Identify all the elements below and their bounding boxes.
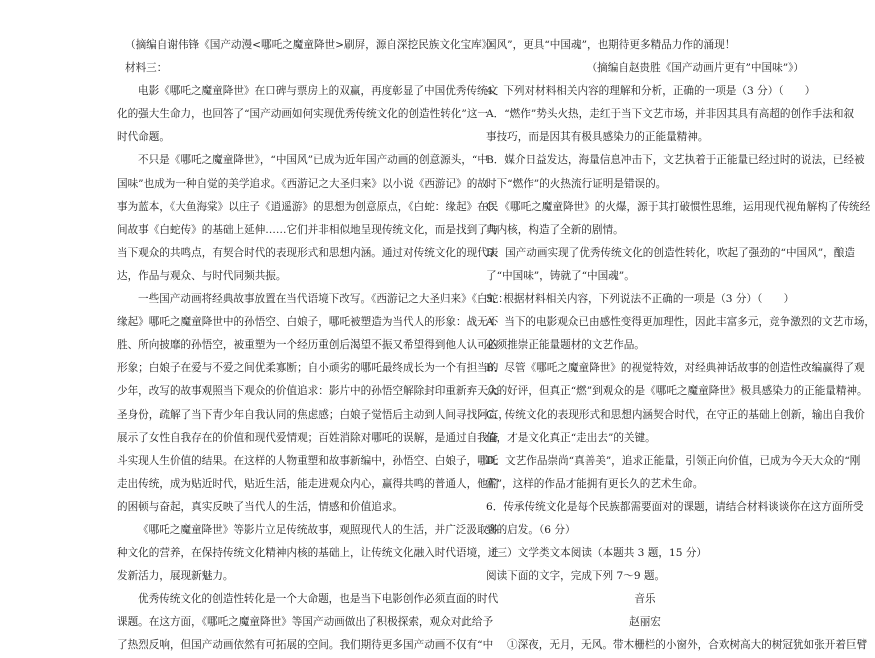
text-line: 了热烈反响，但国产动画依然有可拓展的空间。我们期待更多国产动画不仅有“中 bbox=[117, 639, 494, 652]
text-line: 胜、所向披靡的孙悟空，被重塑为一个经历重创后渴望不振又希望得到他人认可的 bbox=[117, 339, 499, 352]
text-line: 典内核，构造了全新的剧情。 bbox=[486, 223, 624, 236]
text-line: 的困顿与奋起，真实反映了当代人的生活，情感和价值追求。 bbox=[117, 500, 404, 513]
text-line: 事为蓝本，《大鱼海棠》以庄子《逍遥游》的思想为创意原点，《白蛇：缘起》在民 bbox=[117, 200, 499, 213]
text-line: 发新活力，展现新魅力。 bbox=[117, 570, 234, 583]
text-line: 种文化的营养，在保持传统文化精神内核的基础上，让传统文化融入时代语境，迸 bbox=[117, 547, 499, 560]
text-line: 斗实现人生价值的结果。在这样的人物重塑和故事新编中，孙悟空、白娘子，哪吒 bbox=[117, 454, 499, 467]
text-line: 一些国产动画将经典故事放置在当代语境下改写。《西游记之大圣归来》《白蛇： bbox=[138, 293, 509, 306]
left-text-column bbox=[117, 34, 509, 658]
text-line: ①深夜，无月，无风。带木栅栏的小窗外，合欢树高大的树冠犹如张开着巨臂 bbox=[507, 639, 868, 652]
text-line: 优秀传统文化的创造性转化是一个大命题，也是当下电影创作必须直面的时代 bbox=[138, 593, 499, 606]
text-line: 时下“燃作”的火热流行证明是错误的。 bbox=[486, 177, 667, 190]
text-line: D．文艺作品崇尚“真善美”，追求正能量，引领正向价值，已成为今天大众的“刚 bbox=[486, 454, 861, 467]
text-line: 了“中国味”，铸就了“中国魂”。 bbox=[486, 269, 635, 282]
text-line: 6．传承传统文化是每个民族都需要面对的课题，请结合材料谈谈你在这方面所受 bbox=[486, 500, 864, 513]
text-line: 少年，改写的故事观照当下观众的价值追求：影片中的孙悟空解除封印重新弃天大 bbox=[117, 385, 499, 398]
text-line: 5．根据材料相关内容，下列说法不正确的一项是（3 分）（ ） bbox=[486, 293, 795, 306]
text-line: A．当下的电影观众已由感性变得更加理性，因此丰富多元，竞争激烈的文艺市场， bbox=[486, 316, 875, 329]
text-line: （摘编自谢伟锋《国产动漫<哪吒之魔童降世>刷屏，源自深挖民族文化宝库》） bbox=[125, 39, 498, 51]
text-line: 时代命题。 bbox=[117, 131, 170, 144]
text-line: 展示了女性自我存在的价值和现代爱情观；百姓消除对哪吒的误解，是通过自我奋 bbox=[117, 431, 499, 444]
text-line: 音乐 bbox=[634, 593, 656, 606]
text-line: 缘起》哪吒之魔童降世中的孙悟空、白娘子，哪吒被塑造为当代人的形象：战无不 bbox=[117, 316, 499, 329]
text-line: 众的好评，但真正“燃”到观众的是《哪吒之魔童降世》极具感染力的正能量精神。 bbox=[486, 385, 868, 398]
text-line: 间故事《白蛇传》的基础上延伸……它们并非相似地呈现传统文化，而是找到了与 bbox=[117, 223, 499, 236]
text-line: 化的强大生命力，也回答了“国产动画如何实现优秀传统文化的创造性转化”这一 bbox=[117, 108, 489, 121]
text-line: 需”，这样的作品才能拥有更长久的艺术生命。 bbox=[486, 477, 704, 490]
text-line: 走出传统，成为贴近时代，贴近生活，能走进观众内心，赢得共鸣的普通人，他们 bbox=[117, 477, 499, 490]
text-line: 达，作品与观众、与时代同频共振。 bbox=[117, 269, 287, 282]
text-line: 圣身份，疏解了当下青少年自我认同的焦虑感；白娘子觉悟后主动到人间寻找阿宣， bbox=[117, 408, 509, 421]
text-line: A．“燃作”势头火热，走红于当下文艺市场，并非因其具有高超的创作手法和叙 bbox=[486, 108, 855, 121]
text-line: 到的启发。（6 分） bbox=[486, 523, 576, 536]
text-line: 国味”也成为一种自觉的美学追求。《西游记之大圣归来》以小说《西游记》的故 bbox=[117, 177, 488, 190]
text-line: 形象；白娘子在爱与不爱之间优柔寡断；自小顽劣的哪吒最终成长为一个有担当的 bbox=[117, 362, 499, 375]
text-line: B．尽管《哪吒之魔童降世》的视觉特效，对经典神话故事的创造性改编赢得了观 bbox=[486, 362, 865, 375]
text-line: 课题。在这方面，《哪吒之魔童降世》等国产动画做出了积极探索，观众对此给予 bbox=[117, 616, 494, 629]
right-text-column bbox=[486, 34, 875, 658]
text-line: C．《哪吒之魔童降世》的火爆，源于其打破惯性思维，运用现代视角解构了传统经 bbox=[486, 200, 871, 213]
text-line: 电影《哪吒之魔童降世》在口碑与票房上的双赢，再度彰显了中国优秀传统文 bbox=[138, 85, 499, 98]
text-line: 阅读下面的文字，完成下列 7～9 题。 bbox=[486, 570, 666, 583]
text-line: D．国产动画实现了优秀传统文化的创造性转化，吹起了强劲的“中国风”，酿造 bbox=[486, 246, 855, 259]
text-line: 不只是《哪吒之魔童降世》，“中国风”已成为近年国产动画的创意源头，“中 bbox=[138, 154, 488, 167]
text-line: （三）文学类文本阅读（本题共 3 题，15 分） bbox=[486, 547, 708, 560]
text-line: 材料三： bbox=[125, 62, 168, 75]
text-line: B．媒介日益发达，海量信息冲击下，文艺执着于正能量已经过时的说法，已经被 bbox=[486, 154, 865, 167]
text-line: 4．下列对材料相关内容的理解和分析，正确的一项是（3 分）（ ） bbox=[486, 85, 816, 98]
text-line: 当下观众的共鸣点，有契合时代的表现形式和思想内涵。通过对传统文化的现代表 bbox=[117, 246, 499, 259]
text-line: （摘编自赵贵胜《国产动画片更有”中国味”》） bbox=[586, 62, 804, 75]
text-line: 必须推崇正能量题材的文艺作品。 bbox=[486, 339, 645, 352]
text-line: 事技巧，而是因其有极具感染力的正能量精神。 bbox=[486, 131, 709, 144]
text-line: 《哪吒之魔童降世》等影片立足传统故事，观照现代人的生活，并广泛汲取多 bbox=[138, 523, 499, 536]
text-line: 国风”，更具“中国魂”，也期待更多精品力作的涌现！ bbox=[486, 39, 736, 51]
text-line: 值，才是文化真正“走出去”的关键。 bbox=[486, 431, 656, 444]
text-line: C．传统文化的表现形式和思想内涵契合时代，在守正的基础上创新，输出自我价 bbox=[486, 408, 865, 421]
text-line: 赵丽宏 bbox=[629, 616, 661, 629]
